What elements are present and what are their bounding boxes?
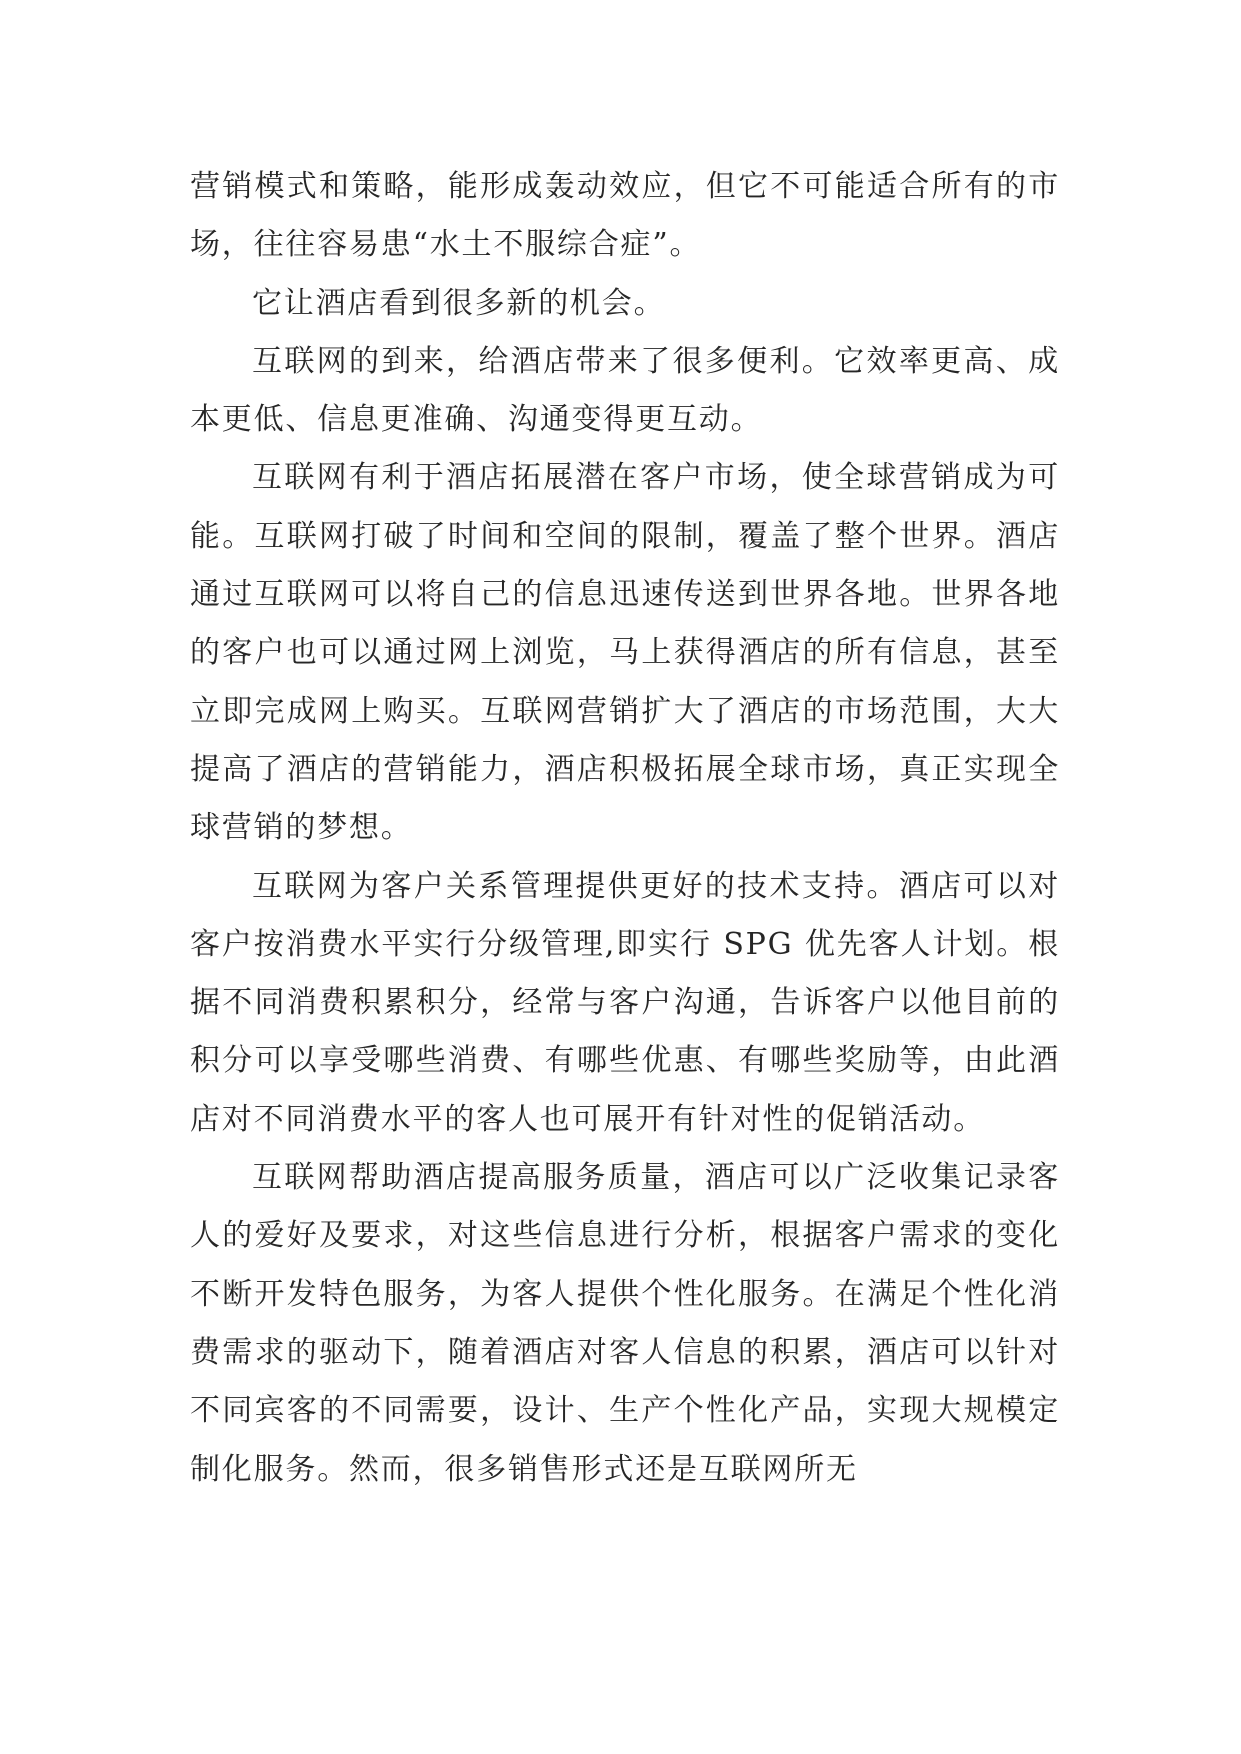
document-body [190, 158, 1060, 1499]
paragraph-3: 互联网的到来，给酒店带来了很多便利。它效率更高、成本更低、信息更准确、沟通变得更互动。 [190, 343, 1060, 438]
paragraph-4: 互联网有利于酒店拓展潜在客户市场，使全球营销成为可能。互联网打破了时间和空间的限制，覆盖了整个世界。酒店通过互联网可以将自己的信息迅速传送到世界各地。世界各地的客户也可以通过网上浏览，马上获得酒店的所有信息，甚至立即完成网上购买。互联网营销扩大了酒店的市场范围，大大提高了酒店的营销能力，酒店积极拓展全球市场，真正实现全球营销的梦想。 [190, 460, 1060, 846]
paragraph-1: 营销模式和策略，能形成轰动效应，但它不可能适合所有的市场，往往容易患“水土不服综合症”。 [190, 169, 1060, 263]
paragraph-5: 互联网为客户关系管理提供更好的技术支持。酒店可以对客户按消费水平实行分级管理,即实行 SPG 优先客人计划。根据不同消费积累积分，经常与客户沟通，告诉客户以他目前的积分可以享受哪些消费、有哪些优惠、有哪些奖励等，由此酒店对不同消费水平的客人也可展开有针对性的促销活动。 [190, 868, 1060, 1137]
paragraph-6: 互联网帮助酒店提高服务质量，酒店可以广泛收集记录客人的爱好及要求，对这些信息进行分析，根据客户需求的变化不断开发特色服务，为客人提供个性化服务。在满足个性化消费需求的驱动下，随着酒店对客人信息的积累，酒店可以针对不同宾客的不同需要，设计、生产个性化产品，实现大规模定制化服务。然而，很多销售形式还是互联网所无 [190, 1160, 1060, 1487]
paragraph-2: 它让酒店看到很多新的机会。 [252, 285, 666, 321]
